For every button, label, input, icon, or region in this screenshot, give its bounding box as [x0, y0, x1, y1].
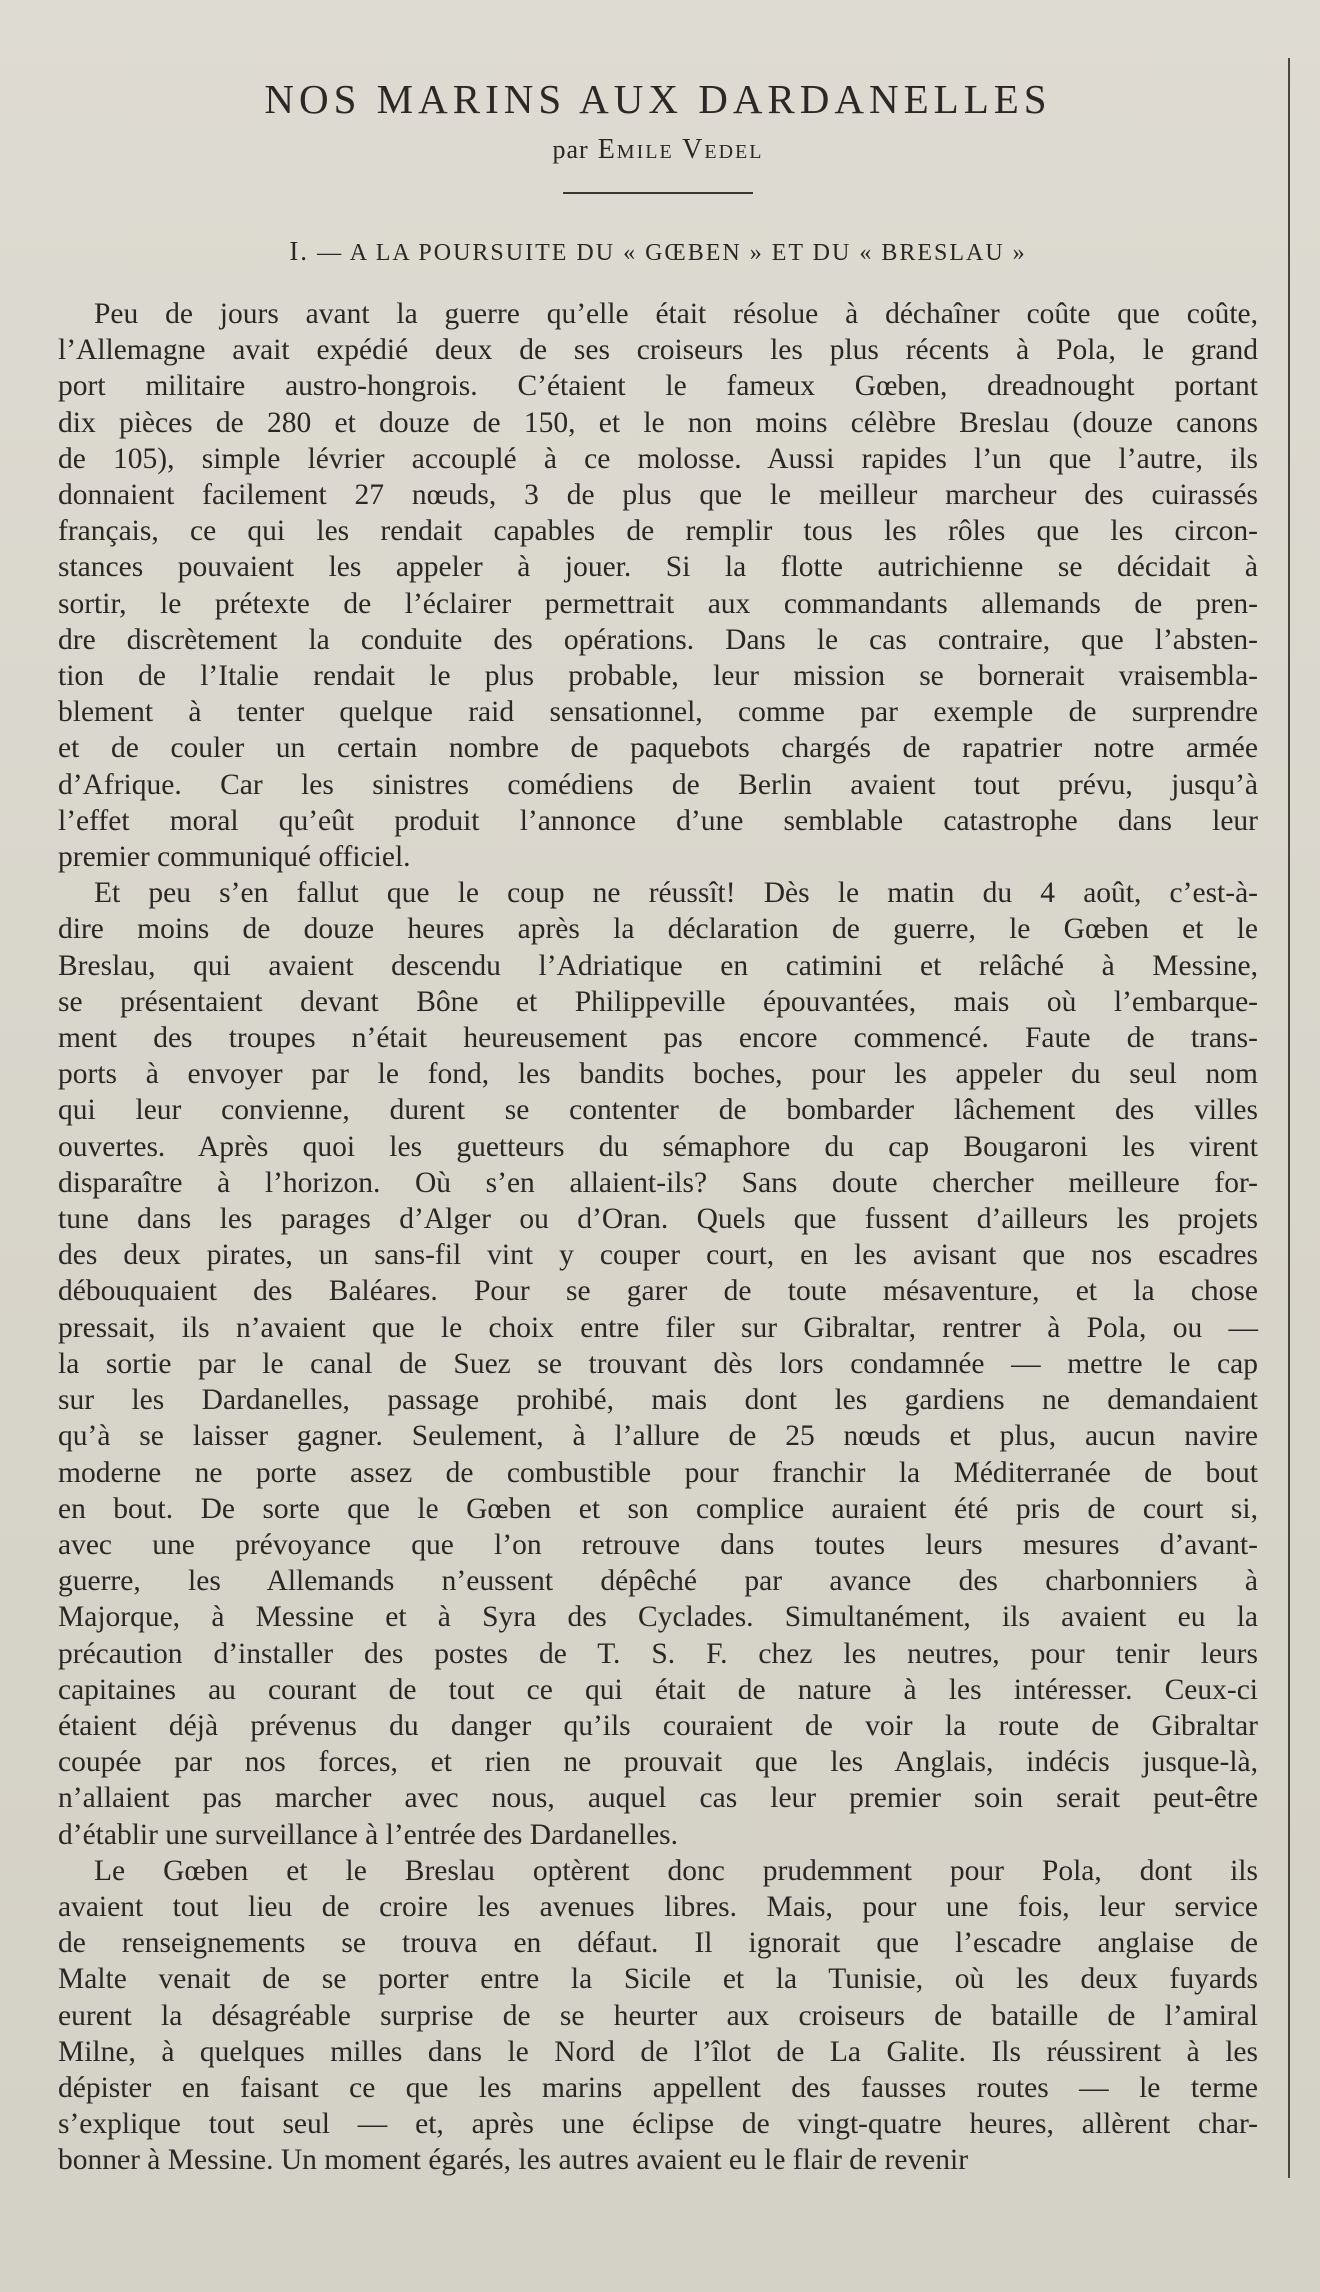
text-line: ouvertes. Après quoi les guetteurs du sémaphore du cap Bougaroni les virent [58, 1130, 1258, 1163]
text-line: ment des troupes n’était heureusement pas encore commencé. Faute de trans- [58, 1022, 1258, 1055]
text-line: Peu de jours avant la guerre qu’elle était résolue à déchaîner coûte que coûte, [94, 298, 1258, 330]
text-line: Breslau, qui avaient descendu l’Adriatique en catimini et relâché à Messine, [58, 949, 1258, 982]
text-line: capitaines au courant de tout ce qui était de nature à les intéresser. Ceux-ci [58, 1673, 1258, 1706]
text-line: s’explique tout seul — et, après une éclipse de vingt-quatre heures, allèrent char- [58, 2108, 1258, 2141]
text-line: français, ce qui les rendait capables de remplir tous les rôles que les circon- [58, 515, 1258, 548]
text-line: précaution d’installer des postes de T. S. F. chez les neutres, pour tenir leurs [58, 1637, 1258, 1670]
text-line: l’Allemagne avait expédié deux de ses croiseurs les plus récents à Pola, le grand [58, 334, 1258, 367]
text-line: qui leur convienne, durent se contenter de bombarder lâchement des villes [58, 1094, 1258, 1127]
text-line: disparaître à l’horizon. Où s’en allaient-ils? Sans doute chercher meilleure for- [58, 1166, 1258, 1199]
text-line: dix pièces de 280 et douze de 150, et le non moins célèbre Breslau (douze canons [58, 406, 1258, 439]
article-title: NOS MARINS AUX DARDANELLES [264, 76, 1052, 122]
text-line: premier communiqué officiel. [58, 841, 411, 874]
text-line: débouquaient des Baléares. Pour se garer de toute mésaventure, et la chose [58, 1275, 1258, 1308]
text-line: Le Gœben et le Breslau optèrent donc prudemment pour Pola, dont ils [94, 1854, 1258, 1887]
byline-author: Emile Vedel [597, 134, 764, 165]
byline-par: par [552, 135, 589, 164]
text-line: eurent la désagréable surprise de se heurter aux croiseurs de bataille de l’amiral [58, 1999, 1258, 2032]
section-heading [58, 234, 1258, 270]
text-line: des deux pirates, un sans-fil vint y couper court, en les avisant que nos escadres [58, 1239, 1258, 1272]
text-line: dépister en faisant ce que les marins appellent des fausses routes — le terme [58, 2071, 1258, 2104]
paragraph [58, 875, 1258, 1852]
text-line: étaient déjà prévenus du danger qu’ils couraient de voir la route de Gibraltar [58, 1709, 1258, 1742]
column-rule [1288, 58, 1290, 2178]
text-line: coupée par nos forces, et rien ne prouvait que les Anglais, indécis jusque-là, [58, 1746, 1258, 1779]
text-line: en bout. De sorte que le Gœben et son complice auraient été pris de court si, [58, 1492, 1258, 1525]
text-line: stances pouvaient les appeler à jouer. Si la flotte autrichienne se décidait à [58, 551, 1258, 584]
text-line: tune dans les parages d’Alger ou d’Oran. Quels que fussent d’ailleurs les projets [58, 1203, 1258, 1236]
title-divider [563, 192, 753, 194]
text-line: la sortie par le canal de Suez se trouvant dès lors condamnée — mettre le cap [58, 1347, 1258, 1380]
text-line: Majorque, à Messine et à Syra des Cyclades. Simultanément, ils avaient eu la [58, 1601, 1258, 1634]
article [58, 70, 1258, 2179]
text-line: n’allaient pas marcher avec nous, auquel cas leur premier soin serait peut-être [58, 1782, 1258, 1815]
text-line: qu’à se laisser gagner. Seulement, à l’allure de 25 nœuds et plus, aucun navire [58, 1420, 1258, 1453]
text-line: de renseignements se trouva en défaut. Il ignorait que l’escadre anglaise de [58, 1927, 1258, 1960]
text-line: pressait, ils n’avaient que le choix entre filer sur Gibraltar, rentrer à Pola, ou — [58, 1311, 1258, 1344]
paragraph [58, 296, 1258, 875]
text-line: Milne, à quelques milles dans le Nord de l’îlot de La Galite. Ils réussirent à les [58, 2035, 1258, 2068]
text-line: avec une prévoyance que l’on retrouve dans toutes leurs mesures d’avant- [58, 1528, 1258, 1561]
text-line: tion de l’Italie rendait le plus probable, leur mission se bornerait vraisembla- [58, 660, 1258, 693]
text-line: donnaient facilement 27 nœuds, 3 de plus que le meilleur marcheur des cuirassés [58, 479, 1258, 512]
text-line: l’effet moral qu’eût produit l’annonce d’une semblable catastrophe dans leur [58, 804, 1258, 837]
text-line: dire moins de douze heures après la déclaration de guerre, le Gœben et le [58, 913, 1258, 946]
paragraph [58, 1853, 1258, 2179]
text-line: sur les Dardanelles, passage prohibé, mais dont les gardiens ne demandaient [58, 1384, 1258, 1417]
text-line: guerre, les Allemands n’eussent dépêché par avance des charbonniers à [58, 1565, 1258, 1598]
section-numeral: I. [289, 236, 310, 266]
text-line: sortir, le prétexte de l’éclairer permettrait aux commandants allemands de pren- [58, 587, 1258, 620]
text-line: de 105), simple lévrier accouplé à ce molosse. Aussi rapides l’un que l’autre, ils [58, 442, 1258, 475]
byline [58, 130, 1258, 170]
text-line: moderne ne porte assez de combustible pour franchir la Méditerranée de bout [58, 1456, 1258, 1489]
text-line: Malte venait de se porter entre la Sicile et la Tunisie, où les deux fuyards [58, 1963, 1258, 1996]
section-title: — A LA POURSUITE DU « GŒBEN » ET DU « BRESLAU » [317, 240, 1027, 266]
text-line: et de couler un certain nombre de paquebots chargés de rapatrier notre armée [58, 732, 1258, 765]
text-line: d’Afrique. Car les sinistres comédiens de Berlin avaient tout prévu, jusqu’à [58, 768, 1258, 801]
text-line: se présentaient devant Bône et Philippeville épouvantées, mais où l’embarque- [58, 985, 1258, 1018]
text-line: blement à tenter quelque raid sensationnel, comme par exemple de surprendre [58, 696, 1258, 729]
text-line: port militaire austro-hongrois. C’étaient le fameux Gœben, dreadnought portant [58, 370, 1258, 403]
text-line: avaient tout lieu de croire les avenues libres. Mais, pour une fois, leur service [58, 1890, 1258, 1923]
text-line: bonner à Messine. Un moment égarés, les autres avaient eu le flair de revenir [58, 2144, 969, 2177]
text-line: dre discrètement la conduite des opérations. Dans le cas contraire, que l’absten- [58, 623, 1258, 656]
text-line: d’établir une surveillance à l’entrée des Dardanelles. [58, 1818, 679, 1851]
article-body [58, 296, 1258, 2179]
text-line: Et peu s’en fallut que le coup ne réussît! Dès le matin du 4 août, c’est-à- [94, 877, 1258, 910]
text-line: ports à envoyer par le fond, les bandits boches, pour les appeler du seul nom [58, 1058, 1258, 1091]
